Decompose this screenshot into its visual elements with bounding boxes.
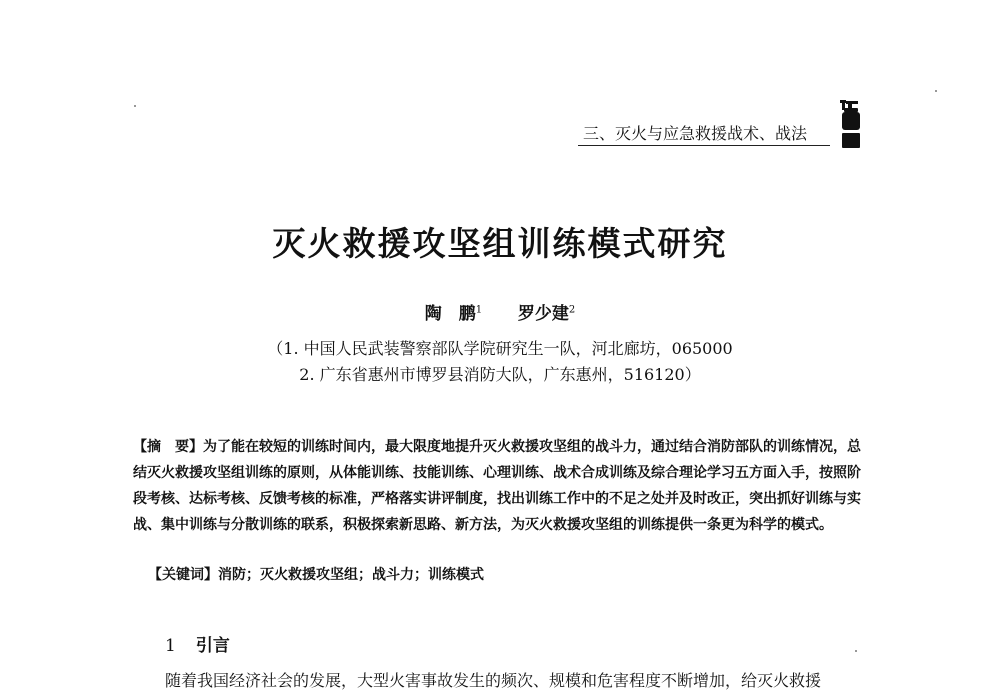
- scan-speck: [855, 650, 857, 652]
- abstract-block: [133, 434, 861, 538]
- scan-speck: [935, 90, 937, 92]
- abstract-text: 为了能在较短的训练时间内，最大限度地提升灭火救援攻坚组的战斗力，通过结合消防部队的训练情况，总结灭火救援攻坚组训练的原则，从体能训练、技能训练、心理训练、战术合成训练及综合理论学习五方面入手，按照阶段考核、达标考核、反馈考核的标准，严格落实讲评制度，找出训练工作中的不足之处并及时改正，突出抓好训练与实战、集中训练与分散训练的联系，积极探索新思路、新方法，为灭火救援攻坚组的训练提供一条更为科学的模式。: [133, 439, 861, 533]
- abstract-label: 【摘 要】: [133, 439, 203, 455]
- body-text-line: 随着我国经济社会的发展，大型火害事故发生的频次、规模和危害程度不断增加，给灭火救援: [165, 671, 822, 690]
- section-number: 1: [165, 636, 176, 656]
- author-affiliation-mark: 2: [568, 304, 576, 316]
- keywords-block: [148, 564, 484, 584]
- affiliation-line: 2. 广东省惠州市博罗县消防大队，广东惠州，516120）: [299, 365, 701, 384]
- running-header-section: 三、灭火与应急救援战术、战法: [583, 124, 808, 143]
- scan-speck: [134, 105, 136, 107]
- section-title: 引言: [195, 636, 230, 656]
- author-list: [0, 299, 1000, 324]
- author-name: 罗少建: [517, 304, 569, 324]
- keywords-text: 消防；灭火救援攻坚组；战斗力；训练模式: [218, 567, 484, 583]
- running-header-rule: [578, 145, 830, 146]
- author-name: 陶 鹏: [424, 304, 476, 324]
- paper-title: 灭火救援攻坚组训练模式研究: [272, 224, 728, 263]
- fire-extinguisher-icon: [838, 100, 862, 148]
- author-affiliation-mark: 1: [475, 304, 483, 316]
- section-heading: [165, 631, 230, 656]
- keywords-label: 【关键词】: [148, 567, 218, 583]
- affiliation-line: （1. 中国人民武装警察部队学院研究生一队，河北廊坊，065000: [267, 339, 733, 358]
